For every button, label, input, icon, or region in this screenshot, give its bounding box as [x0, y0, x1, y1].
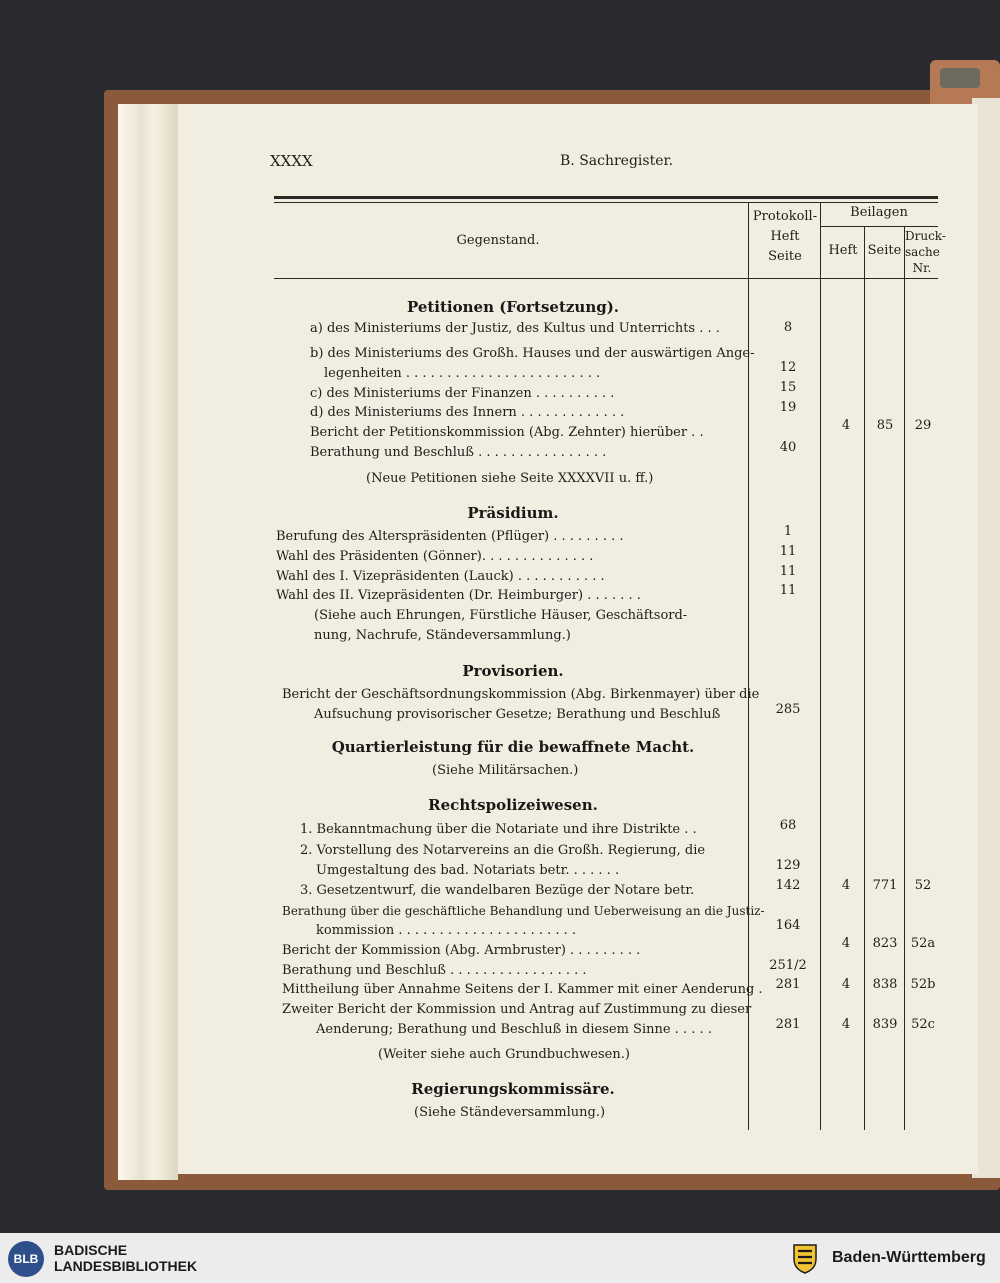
section-provisorien: Provisorien. — [462, 662, 564, 680]
footer-bar — [0, 1233, 1000, 1283]
val-re-8-nr: 52c — [911, 1017, 935, 1032]
val-re-5-heft: 4 — [841, 936, 851, 951]
val-pet-c: 15 — [779, 380, 797, 395]
header-protokoll-3: Seite — [768, 249, 802, 264]
entry-re-6: Berathung und Beschluß . . . . . . . . . . . . . . . . . — [282, 963, 587, 978]
val-pet-beschluss: 40 — [779, 440, 797, 455]
val-prov: 285 — [775, 702, 801, 717]
val-pr-3: 11 — [779, 564, 797, 579]
page — [178, 104, 978, 1174]
header-gegenstand: Gegenstand. — [456, 233, 540, 248]
entry-pet-d: d) des Ministeriums des Innern . . . . . . . . . . . . . — [310, 405, 625, 420]
val-pet-b: 12 — [779, 360, 797, 375]
entry-pet-b2: legenheiten . . . . . . . . . . . . . . . . . . . . . . . . — [324, 366, 601, 381]
bw-label[interactable]: Baden-Württemberg — [832, 1249, 986, 1266]
entry-re-7: Mittheilung über Annahme Seitens der I. Kammer mit einer Aenderung . — [282, 982, 763, 997]
running-title: B. Sachregister. — [560, 153, 674, 169]
entry-pr-4: Wahl des II. Vizepräsidenten (Dr. Heimburger) . . . . . . . — [276, 588, 641, 603]
section-petitionen: Petitionen (Fortsetzung). — [406, 298, 620, 316]
entry-re-2b: Umgestaltung des bad. Notariats betr. . . . . . . — [316, 863, 620, 878]
val-re-7: 281 — [775, 977, 801, 992]
val-pet-bericht-nr: 29 — [914, 418, 932, 433]
coat-of-arms-icon — [790, 1241, 820, 1275]
page-number: XXXX — [270, 152, 313, 170]
entry-re-8b: Aenderung; Berathung und Beschluß in diesem Sinne . . . . . — [316, 1022, 712, 1037]
section-regierung: Regierungskommissäre. — [411, 1080, 615, 1098]
val-re-7-seite: 838 — [872, 977, 898, 992]
entry-pet-bericht: Bericht der Petitionskommission (Abg. Zehnter) hierüber . . — [310, 425, 704, 440]
header-protokoll-2: Heft — [770, 229, 800, 244]
col-rule-heft — [864, 226, 865, 1130]
val-re-3-seite: 771 — [872, 878, 898, 893]
entry-pet-neue: (Neue Petitionen siehe Seite XXXXVII u. ff.) — [366, 471, 654, 486]
col-rule-beilagen — [820, 202, 821, 1130]
entry-quart-siehe: (Siehe Militärsachen.) — [432, 763, 579, 778]
header-protokoll-1: Protokoll- — [752, 209, 818, 224]
book-clasp — [940, 68, 980, 88]
val-re-3-heft: 4 — [841, 878, 851, 893]
val-pet-d: 19 — [779, 400, 797, 415]
val-re-3: 142 — [775, 878, 801, 893]
entry-prov-2: Aufsuchung provisorischer Gesetze; Berathung und Beschluß — [314, 707, 721, 722]
entry-re-4a: Berathung über die geschäftliche Behandlung und Ueberweisung an die Justiz- — [282, 904, 765, 918]
top-rule-thin — [274, 202, 938, 203]
val-re-6: 251/2 — [769, 958, 807, 973]
entry-prov-1: Bericht der Geschäftsordnungskommission (Abg. Birkenmayer) über die — [282, 687, 760, 702]
header-seite: Seite — [867, 243, 902, 258]
entry-pr-siehe2: nung, Nachrufe, Ständeversammlung.) — [314, 628, 571, 643]
entry-pet-b1: b) des Ministeriums des Großh. Hauses und der auswärtigen Ange- — [310, 346, 755, 361]
entry-pet-beschluss: Berathung und Beschluß . . . . . . . . . . . . . . . . — [310, 445, 607, 460]
blb-line-1: BADISCHE — [54, 1242, 128, 1258]
val-re-5-seite: 823 — [872, 936, 898, 951]
section-praesidium: Präsidium. — [467, 504, 559, 522]
val-re-4: 164 — [775, 918, 801, 933]
val-re-2: 129 — [775, 858, 801, 873]
val-pet-bericht-seite: 85 — [876, 418, 894, 433]
col-rule-seite — [904, 226, 905, 1130]
entry-pr-3: Wahl des I. Vizepräsidenten (Lauck) . . . . . . . . . . . — [276, 569, 605, 584]
entry-pr-2: Wahl des Präsidenten (Gönner). . . . . . . . . . . . . . — [276, 549, 594, 564]
val-re-1: 68 — [779, 818, 797, 833]
section-quartier: Quartierleistung für die bewaffnete Macht. — [331, 738, 695, 756]
header-drucksache-3: Nr. — [912, 261, 932, 275]
val-re-7-heft: 4 — [841, 977, 851, 992]
val-re-8-heft: 4 — [841, 1017, 851, 1032]
blb-name[interactable] — [54, 1242, 197, 1274]
entry-pet-a: a) des Ministeriums der Justiz, des Kultus und Unterrichts . . . — [310, 321, 720, 336]
entry-reg-siehe: (Siehe Ständeversammlung.) — [414, 1105, 606, 1120]
val-pet-bericht-heft: 4 — [841, 418, 851, 433]
top-rule — [274, 196, 938, 199]
header-rule — [274, 278, 938, 279]
header-beilagen: Beilagen — [850, 205, 908, 220]
val-re-8: 281 — [775, 1017, 801, 1032]
val-pr-1: 1 — [783, 524, 793, 539]
entry-re-8a: Zweiter Bericht der Kommission und Antrag auf Zustimmung zu dieser — [282, 1002, 752, 1017]
val-re-8-seite: 839 — [872, 1017, 898, 1032]
blb-line-2: LANDESBIBLIOTHEK — [54, 1258, 198, 1274]
val-pr-2: 11 — [779, 544, 797, 559]
entry-pr-siehe1: (Siehe auch Ehrungen, Fürstliche Häuser, Geschäftsord- — [314, 608, 688, 623]
val-pet-a: 8 — [783, 320, 793, 335]
entry-pr-1: Berufung des Alterspräsidenten (Pflüger) . . . . . . . . . — [276, 529, 624, 544]
entry-re-1: 1. Bekanntmachung über die Notariate und ihre Distrikte . . — [300, 822, 697, 837]
header-heft: Heft — [828, 243, 858, 258]
blb-logo[interactable]: BLB — [8, 1241, 44, 1277]
entry-re-3: 3. Gesetzentwurf, die wandelbaren Bezüge der Notare betr. — [300, 883, 695, 898]
page-edges — [118, 104, 178, 1180]
entry-re-4b: kommission . . . . . . . . . . . . . . . . . . . . . . — [316, 923, 577, 938]
val-pr-4: 11 — [779, 583, 797, 598]
entry-pet-c: c) des Ministeriums der Finanzen . . . . . . . . . . — [310, 386, 615, 401]
val-re-3-nr: 52 — [914, 878, 932, 893]
val-re-5-nr: 52a — [910, 936, 936, 951]
entry-re-siehe: (Weiter siehe auch Grundbuchwesen.) — [378, 1047, 630, 1062]
beilagen-rule — [820, 226, 938, 227]
entry-re-2a: 2. Vorstellung des Notarvereins an die Großh. Regierung, die — [300, 843, 706, 858]
val-re-7-nr: 52b — [910, 977, 936, 992]
header-drucksache-1: Druck- — [905, 229, 946, 243]
header-drucksache-2: sache — [905, 245, 940, 259]
section-rechtspolizei: Rechtspolizeiwesen. — [428, 796, 598, 814]
entry-re-5: Bericht der Kommission (Abg. Armbruster) . . . . . . . . . — [282, 943, 641, 958]
